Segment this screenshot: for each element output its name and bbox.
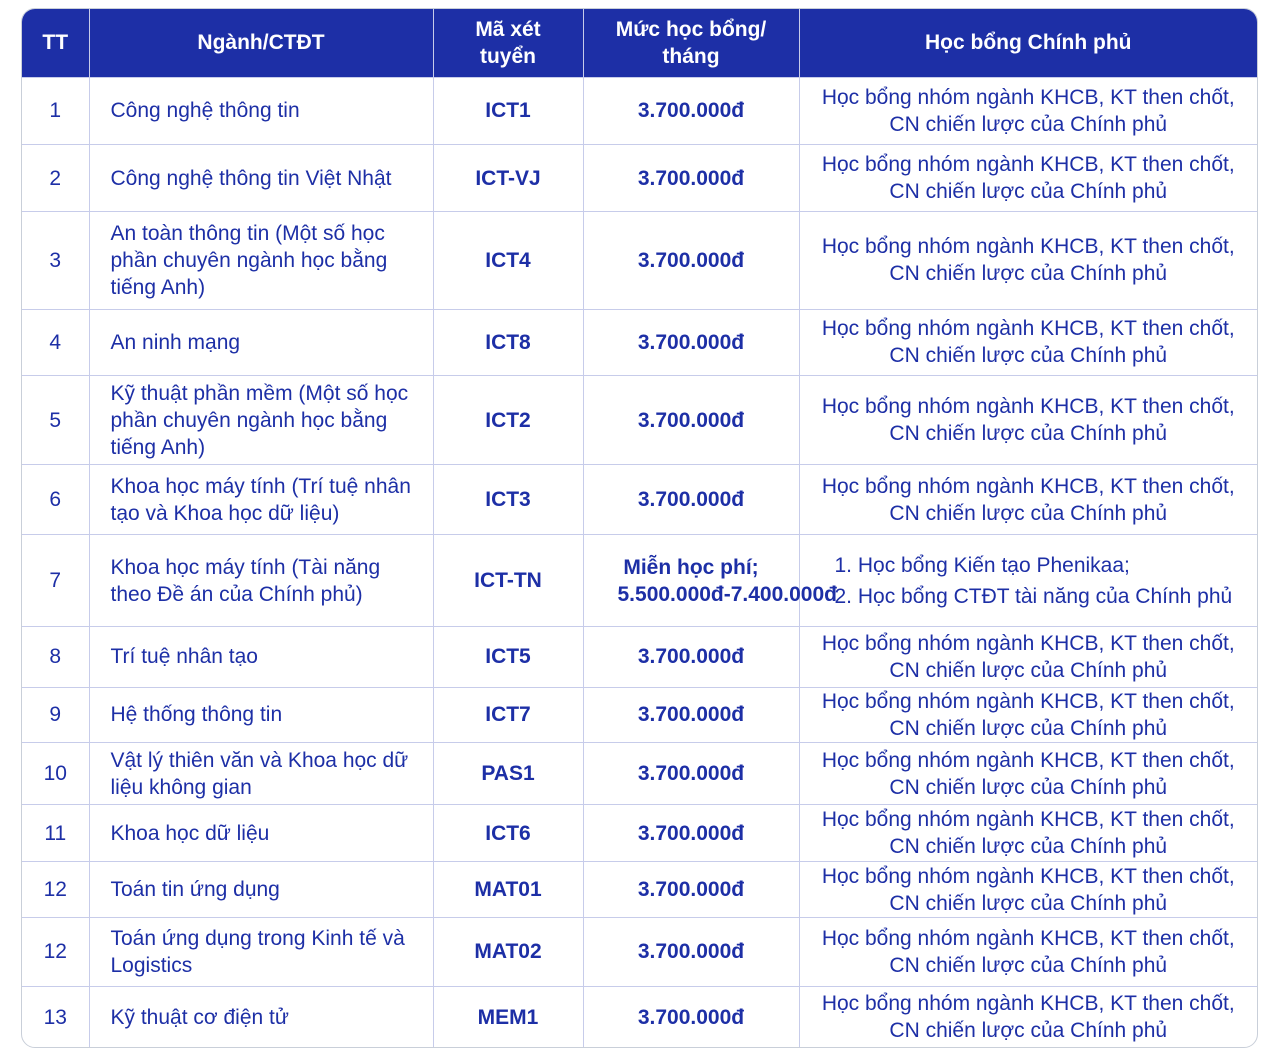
cell-amount: 3.700.000đ [583, 862, 799, 917]
cell-code: ICT2 [433, 376, 583, 465]
cell-major: Khoa học máy tính (Trí tuệ nhân tạo và Khoa học dữ liệu) [89, 465, 433, 534]
header-amount: Mức học bổng/ tháng [583, 9, 799, 77]
cell-tt: 2 [22, 144, 89, 211]
cell-major: Toán tin ứng dụng [89, 862, 433, 917]
cell-tt: 9 [22, 687, 89, 742]
list-item: 2. Học bổng CTĐT tài năng của Chính phủ [834, 584, 1233, 608]
cell-gov: Học bổng nhóm ngành KHCB, KT then chốt, CN chiến lược của Chính phủ [799, 742, 1257, 804]
table-row [22, 987, 1257, 1047]
cell-amount: 3.700.000đ [583, 742, 799, 804]
cell-tt: 5 [22, 376, 89, 465]
cell-gov: Học bổng nhóm ngành KHCB, KT then chốt, CN chiến lược của Chính phủ [799, 309, 1257, 375]
table-row [22, 77, 1257, 144]
table-row [22, 534, 1257, 626]
cell-tt: 13 [22, 987, 89, 1047]
cell-gov: Học bổng nhóm ngành KHCB, KT then chốt, CN chiến lược của Chính phủ [799, 687, 1257, 742]
cell-gov: Học bổng nhóm ngành KHCB, KT then chốt, CN chiến lược của Chính phủ [799, 77, 1257, 144]
cell-tt: 7 [22, 534, 89, 626]
header-tt: TT [22, 9, 89, 77]
header-code: Mã xét tuyển [433, 9, 583, 77]
cell-code: ICT3 [433, 465, 583, 534]
header-gov: Học bổng Chính phủ [799, 9, 1257, 77]
cell-major: Hệ thống thông tin [89, 687, 433, 742]
cell-gov: Học bổng nhóm ngành KHCB, KT then chốt, CN chiến lược của Chính phủ [799, 987, 1257, 1047]
table-row [22, 212, 1257, 310]
cell-code: ICT-VJ [433, 144, 583, 211]
cell-code: MAT01 [433, 862, 583, 917]
list-item: 1. Học bổng Kiến tạo Phenikaa; [834, 553, 1130, 577]
cell-code: ICT4 [433, 212, 583, 310]
table-header [22, 9, 1257, 77]
cell-code: PAS1 [433, 742, 583, 804]
cell-tt: 12 [22, 917, 89, 986]
table-body [22, 77, 1257, 1047]
cell-tt: 10 [22, 742, 89, 804]
cell-tt: 1 [22, 77, 89, 144]
cell-gov: Học bổng nhóm ngành KHCB, KT then chốt, CN chiến lược của Chính phủ [799, 917, 1257, 986]
cell-code: ICT8 [433, 309, 583, 375]
cell-major: An ninh mạng [89, 309, 433, 375]
scholarship-table-container [21, 8, 1258, 1048]
cell-gov: Học bổng nhóm ngành KHCB, KT then chốt, CN chiến lược của Chính phủ [799, 627, 1257, 687]
cell-code: ICT1 [433, 77, 583, 144]
cell-gov: Học bổng nhóm ngành KHCB, KT then chốt, CN chiến lược của Chính phủ [799, 465, 1257, 534]
cell-amount: 3.700.000đ [583, 917, 799, 986]
cell-major: Công nghệ thông tin [89, 77, 433, 144]
cell-amount: 3.700.000đ [583, 987, 799, 1047]
cell-tt: 4 [22, 309, 89, 375]
cell-code: MAT02 [433, 917, 583, 986]
cell-code: ICT7 [433, 687, 583, 742]
cell-gov: Học bổng nhóm ngành KHCB, KT then chốt, CN chiến lược của Chính phủ [799, 862, 1257, 917]
cell-major: Trí tuệ nhân tạo [89, 627, 433, 687]
cell-major: Vật lý thiên văn và Khoa học dữ liệu không gian [89, 742, 433, 804]
cell-tt: 11 [22, 805, 89, 862]
cell-major: Khoa học dữ liệu [89, 805, 433, 862]
cell-tt: 8 [22, 627, 89, 687]
cell-major: Kỹ thuật phần mềm (Một số học phần chuyên ngành học bằng tiếng Anh) [89, 376, 433, 465]
cell-gov [799, 534, 1257, 626]
cell-amount: 3.700.000đ [583, 144, 799, 211]
cell-amount: 3.700.000đ [583, 687, 799, 742]
scholarship-table [22, 9, 1257, 1047]
cell-major: Kỹ thuật cơ điện tử [89, 987, 433, 1047]
cell-gov: Học bổng nhóm ngành KHCB, KT then chốt, CN chiến lược của Chính phủ [799, 144, 1257, 211]
cell-tt: 6 [22, 465, 89, 534]
cell-amount: 3.700.000đ [583, 376, 799, 465]
cell-code: MEM1 [433, 987, 583, 1047]
cell-amount: 3.700.000đ [583, 309, 799, 375]
table-row [22, 917, 1257, 986]
header-major: Ngành/CTĐT [89, 9, 433, 77]
header-row [22, 9, 1257, 77]
cell-amount: Miễn học phí; 5.500.000đ-7.400.000đ [583, 534, 799, 626]
cell-amount: 3.700.000đ [583, 212, 799, 310]
table-row [22, 465, 1257, 534]
cell-amount: 3.700.000đ [583, 805, 799, 862]
cell-major: Khoa học máy tính (Tài năng theo Đề án của Chính phủ) [89, 534, 433, 626]
cell-major: Công nghệ thông tin Việt Nhật [89, 144, 433, 211]
table-row [22, 309, 1257, 375]
cell-code: ICT5 [433, 627, 583, 687]
cell-code: ICT6 [433, 805, 583, 862]
table-row [22, 742, 1257, 804]
gov-scholarship-list [835, 550, 1244, 612]
cell-gov: Học bổng nhóm ngành KHCB, KT then chốt, CN chiến lược của Chính phủ [799, 376, 1257, 465]
cell-gov: Học bổng nhóm ngành KHCB, KT then chốt, CN chiến lược của Chính phủ [799, 805, 1257, 862]
table-row [22, 144, 1257, 211]
table-row [22, 376, 1257, 465]
cell-tt: 3 [22, 212, 89, 310]
cell-code: ICT-TN [433, 534, 583, 626]
cell-gov: Học bổng nhóm ngành KHCB, KT then chốt, CN chiến lược của Chính phủ [799, 212, 1257, 310]
table-row [22, 687, 1257, 742]
cell-major: Toán ứng dụng trong Kinh tế và Logistics [89, 917, 433, 986]
table-row [22, 805, 1257, 862]
cell-amount: 3.700.000đ [583, 465, 799, 534]
table-row [22, 862, 1257, 917]
table-row [22, 627, 1257, 687]
cell-major: An toàn thông tin (Một số học phần chuyên ngành học bằng tiếng Anh) [89, 212, 433, 310]
cell-tt: 12 [22, 862, 89, 917]
cell-amount: 3.700.000đ [583, 77, 799, 144]
cell-amount: 3.700.000đ [583, 627, 799, 687]
